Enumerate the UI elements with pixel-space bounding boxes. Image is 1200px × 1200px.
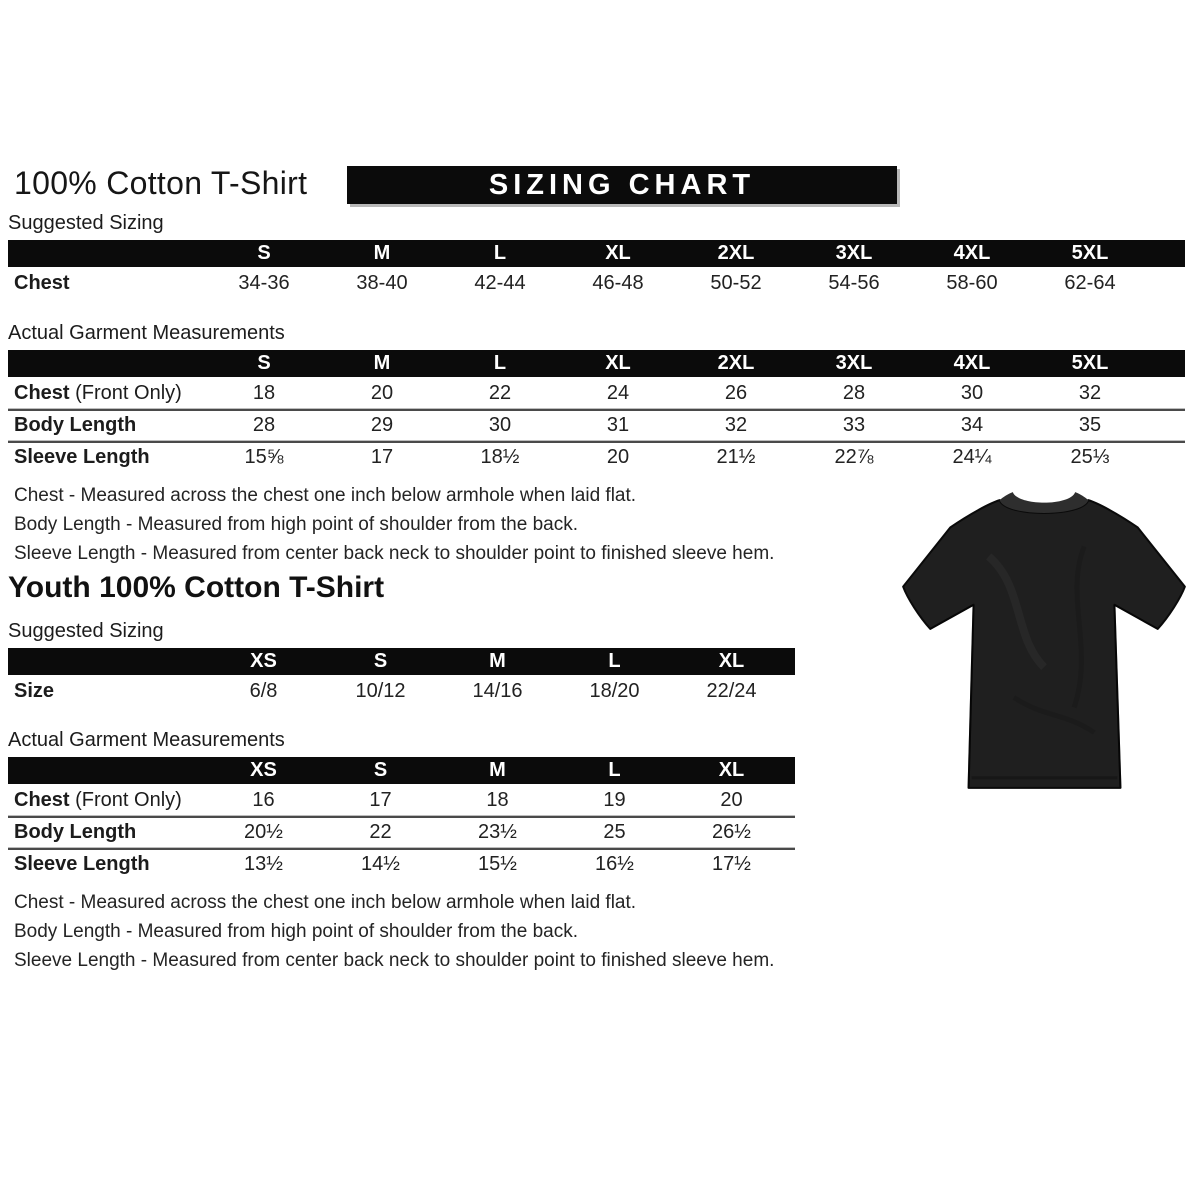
cell: 17½ (712, 853, 751, 875)
col-header-m: M (489, 650, 506, 672)
cell: 28 (252, 414, 276, 436)
table-row-chest-front-only (8, 379, 1200, 408)
cell: 58-60 (946, 272, 998, 294)
note-body-length: Body Length - Measured from high point of shoulder from the back. (14, 921, 578, 942)
cell: 33 (842, 414, 866, 436)
col-header-xs: XS (250, 759, 277, 781)
col-header-xl: XL (605, 352, 631, 374)
adult-suggested-header-bar (8, 240, 1185, 267)
adult-suggested-sizing-label: Suggested Sizing (8, 212, 164, 234)
cell: 18½ (480, 446, 520, 468)
col-header-l: L (493, 352, 507, 374)
header-grid (8, 648, 795, 675)
cell: 18 (252, 382, 276, 404)
row-label-suffix: (Front Only) (69, 382, 182, 404)
youth-suggested-header-bar (8, 648, 795, 675)
cell: 13½ (244, 853, 283, 875)
note-body-length: Body Length - Measured from high point of shoulder from the back. (14, 514, 578, 535)
cell: 28 (842, 382, 866, 404)
sizing-chart-banner: SIZING CHART (347, 166, 897, 204)
row-label-text: Size (14, 680, 55, 702)
col-header-l: L (608, 759, 621, 781)
cell: 54-56 (828, 272, 880, 294)
cell: 18 (486, 789, 509, 811)
col-header-xs: XS (250, 650, 277, 672)
cell: 17 (369, 789, 392, 811)
col-header-2xl: 2XL (717, 352, 755, 374)
adult-actual-measurements-label: Actual Garment Measurements (8, 322, 285, 344)
header-grid (8, 350, 1185, 377)
cell: 24 (606, 382, 630, 404)
tshirt-image (891, 476, 1197, 808)
col-header-s: S (373, 650, 388, 672)
cell: 42-44 (474, 272, 526, 294)
cell: 34-36 (238, 272, 290, 294)
cell: 19 (603, 789, 626, 811)
col-header-l: L (608, 650, 621, 672)
header-corner (8, 648, 205, 675)
cell: 50-52 (710, 272, 762, 294)
black-tshirt-graphic (891, 476, 1197, 808)
cell: 20 (720, 789, 743, 811)
col-header-2xl: 2XL (717, 242, 755, 264)
row-label (8, 789, 205, 812)
col-header-l: L (493, 242, 507, 264)
cell: 20½ (244, 821, 283, 843)
adult-actual-header-bar (8, 350, 1185, 377)
cell: 21½ (716, 446, 756, 468)
note-chest: Chest - Measured across the chest one inch below armhole when laid flat. (14, 485, 637, 506)
col-header-3xl: 3XL (835, 242, 873, 264)
youth-actual-measurements-label: Actual Garment Measurements (8, 729, 285, 751)
row-label-text: Chest (14, 272, 70, 294)
note-chest: Chest - Measured across the chest one inch below armhole when laid flat. (14, 892, 637, 913)
header-corner (8, 757, 205, 784)
cell: 16½ (595, 853, 634, 875)
cell: 34 (960, 414, 984, 436)
table-row-chest (8, 269, 1200, 298)
row-label (8, 821, 205, 844)
cell: 25 (603, 821, 626, 843)
youth-suggested-sizing-label: Suggested Sizing (8, 620, 164, 642)
col-header-m: M (373, 352, 391, 374)
cell: 14½ (361, 853, 400, 875)
header-corner (8, 240, 205, 267)
cell: 32 (724, 414, 748, 436)
page-header (0, 165, 1200, 212)
adult-suggested-sizing-table (0, 240, 1200, 298)
cell: 14/16 (472, 680, 523, 702)
cell: 22 (369, 821, 392, 843)
row-label-text: Chest (14, 789, 70, 811)
col-header-5xl: 5XL (1071, 242, 1109, 264)
cell: 25⅓ (1070, 446, 1110, 468)
row-label-text: Body Length (14, 414, 137, 436)
cell: 10/12 (355, 680, 406, 702)
col-header-s: S (373, 759, 388, 781)
row-label (8, 853, 205, 876)
note-sleeve-length: Sleeve Length - Measured from center back neck to shoulder point to finished sleeve hem. (14, 543, 775, 564)
table-row-body-length (8, 411, 1200, 440)
cell: 20 (370, 382, 394, 404)
col-header-xl: XL (718, 650, 745, 672)
cell: 30 (488, 414, 512, 436)
col-header-xl: XL (605, 242, 631, 264)
cell: 15½ (478, 853, 517, 875)
cell: 17 (370, 446, 394, 468)
youth-measurement-notes (14, 888, 1200, 975)
row-label (8, 446, 205, 469)
adult-actual-measurements-table (0, 350, 1200, 472)
row-label-text: Chest (14, 382, 70, 404)
row-label-suffix: (Front Only) (69, 789, 182, 811)
row-label (8, 382, 205, 405)
youth-section-title: Youth 100% Cotton T-Shirt (8, 571, 385, 604)
cell: 62-64 (1064, 272, 1116, 294)
cell: 20 (606, 446, 630, 468)
row-label-text: Sleeve Length (14, 446, 150, 468)
col-header-m: M (373, 242, 391, 264)
col-header-4xl: 4XL (953, 242, 991, 264)
table-row-body-length (8, 818, 1200, 847)
table-row-sleeve-length (8, 850, 1200, 879)
cell: 22 (488, 382, 512, 404)
col-header-s: S (257, 352, 271, 374)
col-header-4xl: 4XL (953, 352, 991, 374)
col-header-5xl: 5XL (1071, 352, 1109, 374)
col-header-s: S (257, 242, 271, 264)
cell: 46-48 (592, 272, 644, 294)
row-label-text: Sleeve Length (14, 853, 150, 875)
youth-actual-header-bar (8, 757, 795, 784)
row-label (8, 680, 205, 703)
cell: 18/20 (589, 680, 640, 702)
cell: 22/24 (706, 680, 757, 702)
row-label-text: Body Length (14, 821, 137, 843)
cell: 29 (370, 414, 394, 436)
cell: 31 (606, 414, 630, 436)
row-label (8, 414, 205, 437)
cell: 22⅞ (834, 446, 874, 468)
col-header-m: M (489, 759, 506, 781)
row-label (8, 272, 205, 295)
cell: 6/8 (249, 680, 278, 702)
cell: 26½ (712, 821, 751, 843)
cell: 32 (1078, 382, 1102, 404)
cell: 38-40 (356, 272, 408, 294)
cell: 26 (724, 382, 748, 404)
table-row-sleeve-length (8, 443, 1200, 472)
cell: 16 (252, 789, 275, 811)
cell: 35 (1078, 414, 1102, 436)
header-grid (8, 240, 1185, 267)
cell: 23½ (478, 821, 517, 843)
col-header-xl: XL (718, 759, 745, 781)
page-title: 100% Cotton T-Shirt (14, 165, 308, 201)
cell: 24¼ (952, 446, 992, 468)
header-corner (8, 350, 205, 377)
note-sleeve-length: Sleeve Length - Measured from center back neck to shoulder point to finished sleeve hem. (14, 950, 775, 971)
cell: 15⅝ (244, 446, 284, 468)
col-header-3xl: 3XL (835, 352, 873, 374)
header-grid (8, 757, 795, 784)
cell: 30 (960, 382, 984, 404)
